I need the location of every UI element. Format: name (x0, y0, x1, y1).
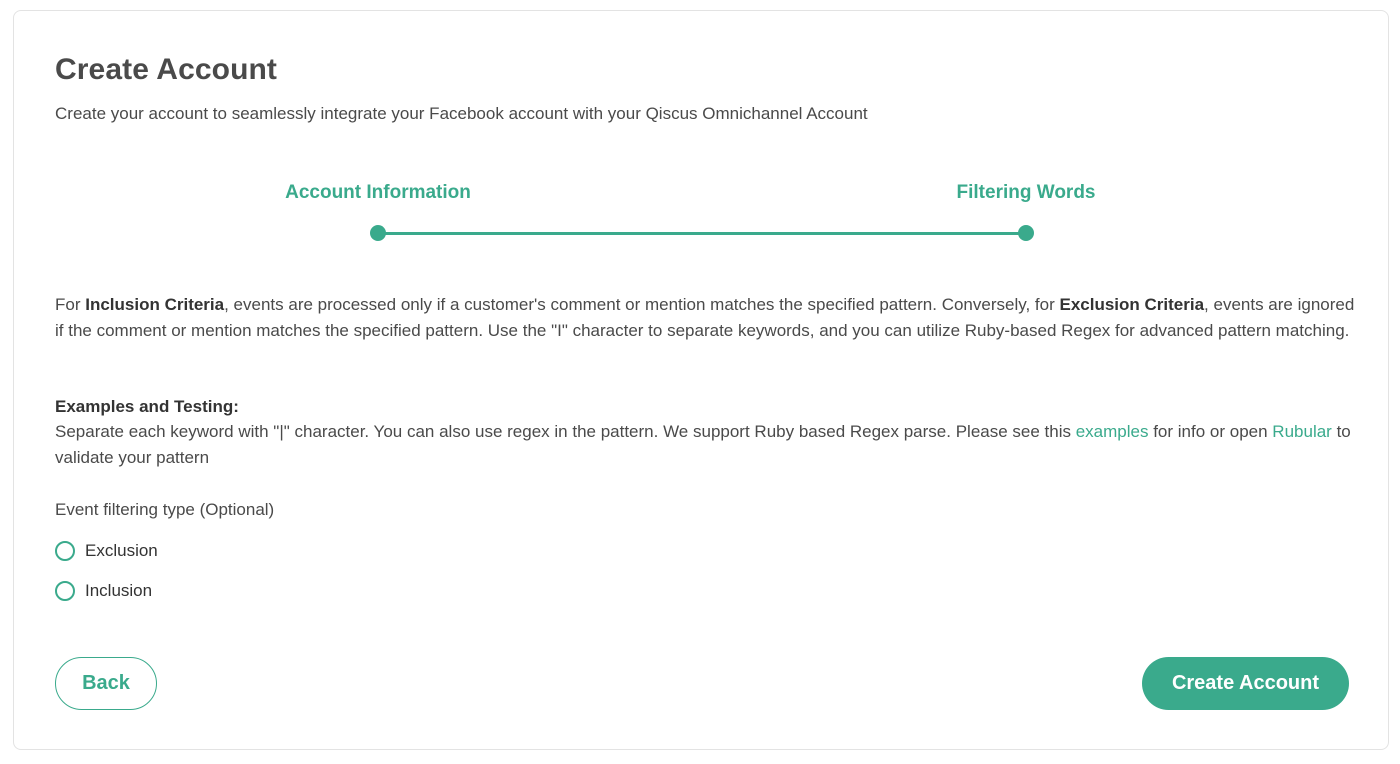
create-account-button[interactable]: Create Account (1142, 657, 1349, 710)
radio-button-exclusion[interactable] (55, 541, 75, 561)
radio-button-inclusion[interactable] (55, 581, 75, 601)
step-dot-account-information (370, 225, 386, 241)
step-label-account-information: Account Information (285, 182, 471, 203)
criteria-text: , events are processed only if a customer's comment or mention matches the specified pattern. Conversely, for (224, 295, 1060, 314)
stepper-progress-line (378, 232, 1026, 235)
examples-text: for info or open (1148, 422, 1273, 441)
back-button[interactable]: Back (55, 657, 157, 710)
radio-label-inclusion: Inclusion (85, 581, 153, 600)
radio-label-exclusion: Exclusion (85, 541, 158, 560)
radio-option-exclusion[interactable] (55, 541, 158, 561)
examples-description (55, 419, 1355, 470)
examples-heading-text: Examples and Testing: (55, 397, 239, 416)
create-account-card (13, 10, 1389, 750)
criteria-text: For (55, 295, 86, 314)
criteria-text: , events are ignored if the comment or mention matches the specified pattern. Use the "I" character to separate keywords, and you can utilize Ruby-based Regex for advanced pattern matching. (55, 295, 1355, 340)
exclusion-criteria-term: Exclusion Criteria (1059, 295, 1205, 314)
step-dot-filtering-words (1018, 225, 1034, 241)
criteria-description (55, 292, 1355, 343)
examples-heading (55, 394, 1355, 420)
examples-link[interactable]: examples (1075, 422, 1149, 441)
event-filtering-type-label: Event filtering type (Optional) (55, 500, 275, 519)
radio-option-inclusion[interactable] (55, 581, 152, 601)
page-title: Create Account (55, 53, 278, 86)
examples-text: to validate your pattern (55, 422, 1351, 467)
page-subtitle: Create your account to seamlessly integrate your Facebook account with your Qiscus Omnichannel Account (55, 104, 868, 123)
rubular-link[interactable]: Rubular (1272, 422, 1332, 441)
examples-text: Separate each keyword with "|" character. You can also use regex in the pattern. We support Ruby based Regex parse. Please see this (55, 422, 1076, 441)
step-label-filtering-words: Filtering Words (956, 182, 1096, 203)
inclusion-criteria-term: Inclusion Criteria (85, 295, 225, 314)
